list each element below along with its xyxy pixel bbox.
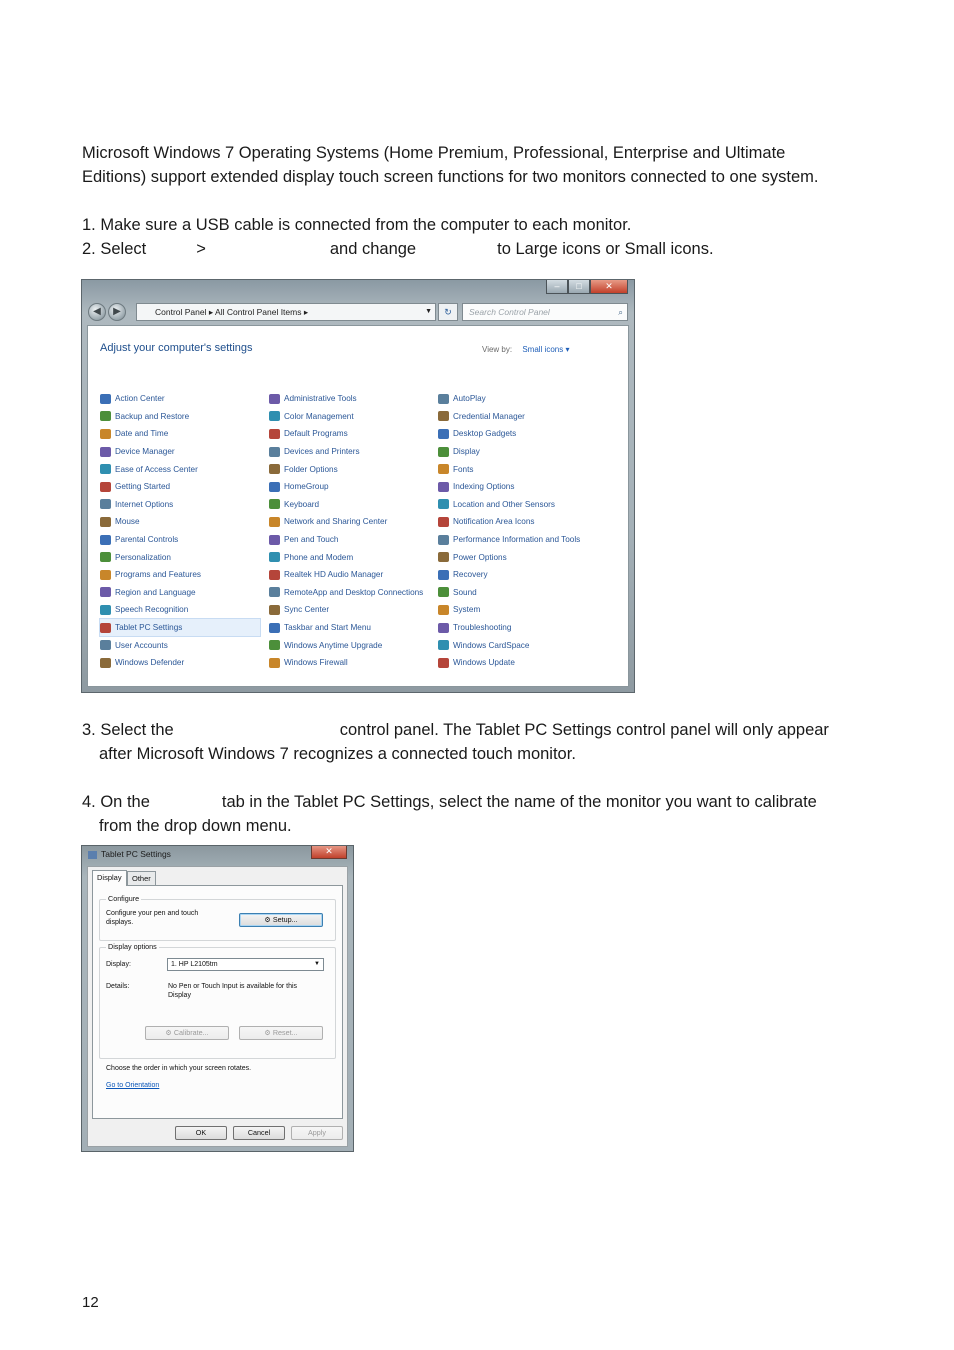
control-panel-item[interactable]: [438, 513, 580, 531]
settings-icon: ⚙: [165, 1028, 172, 1037]
control-panel-item-icon: [438, 552, 449, 562]
search-box[interactable]: [462, 303, 628, 321]
control-panel-item-icon: [269, 587, 280, 597]
control-panel-item[interactable]: [438, 654, 580, 672]
step-1: 1. Make sure a USB cable is connected from the computer to each monitor.: [82, 216, 632, 234]
control-panel-item-label: Network and Sharing Center: [284, 517, 388, 527]
control-panel-item[interactable]: [269, 584, 423, 602]
control-panel-item[interactable]: [269, 636, 423, 654]
control-panel-item-label: Region and Language: [115, 587, 196, 597]
control-panel-item-icon: [269, 411, 280, 421]
step-2-arrow: >: [196, 240, 206, 258]
control-panel-item[interactable]: [100, 654, 260, 672]
control-panel-item-label: Backup and Restore: [115, 411, 190, 421]
control-panel-item[interactable]: [100, 460, 260, 478]
control-panel-item-icon: [100, 623, 111, 633]
control-panel-item[interactable]: [269, 619, 423, 637]
control-panel-item[interactable]: [269, 513, 423, 531]
apply-button[interactable]: Apply: [291, 1126, 343, 1140]
control-panel-item-label: User Accounts: [115, 640, 168, 650]
control-panel-item[interactable]: [438, 478, 580, 496]
control-panel-item-icon: [100, 517, 111, 527]
dialog-title-text: Tablet PC Settings: [101, 849, 171, 859]
dialog-title: [88, 849, 171, 859]
control-panel-item-icon: [438, 429, 449, 439]
settings-icon: ⚙: [264, 915, 271, 924]
configure-text-1: Configure your pen and touch: [106, 910, 199, 917]
display-label: Display:: [106, 961, 131, 968]
control-panel-item-icon: [438, 535, 449, 545]
view-by-dropdown[interactable]: Small icons ▾: [522, 345, 570, 354]
details-label: Details:: [106, 983, 130, 990]
control-panel-item-label: Action Center: [115, 394, 165, 404]
step-3: [82, 718, 882, 766]
control-panel-item-label: RemoteApp and Desktop Connections: [284, 587, 424, 597]
control-panel-item-label: Realtek HD Audio Manager: [284, 570, 384, 580]
control-panel-item-icon: [100, 587, 111, 597]
step-3-select: 3. Select the: [82, 721, 174, 739]
control-panel-item-label: Windows Anytime Upgrade: [284, 640, 383, 650]
control-panel-item-icon: [100, 535, 111, 545]
control-panel-item[interactable]: [100, 531, 260, 549]
control-panel-item-icon: [100, 482, 111, 492]
control-panel-item[interactable]: [100, 408, 260, 426]
control-panel-item-label: Windows Defender: [115, 658, 185, 668]
dialog-body: [87, 866, 348, 1147]
close-icon[interactable]: ✕: [311, 846, 347, 859]
control-panel-item[interactable]: [269, 408, 423, 426]
intro-line-2: Editions) support extended display touch screen functions for two monitors connected to one system.: [82, 168, 819, 186]
control-panel-item[interactable]: [100, 390, 260, 408]
tablet-pc-settings-screenshot: [81, 845, 354, 1152]
control-panel-item-icon: [100, 464, 111, 474]
control-panel-item-icon: [438, 482, 449, 492]
control-panel-item[interactable]: [269, 654, 423, 672]
control-panel-item-label: Date and Time: [115, 429, 169, 439]
control-panel-item-label: Sync Center: [284, 605, 330, 615]
control-panel-item-label: Internet Options: [115, 499, 174, 509]
control-panel-item-icon: [269, 535, 280, 545]
control-panel-item-icon: [269, 499, 280, 509]
control-panel-item[interactable]: [100, 548, 260, 566]
orientation-link[interactable]: [106, 1073, 159, 1092]
control-panel-item-label: Troubleshooting: [453, 623, 512, 633]
control-panel-item-icon: [269, 482, 280, 492]
control-panel-item-label: Windows Firewall: [284, 658, 348, 668]
control-panel-item-icon: [100, 605, 111, 615]
control-panel-item-icon: [269, 464, 280, 474]
control-panel-item-icon: [438, 394, 449, 404]
control-panel-item[interactable]: [438, 584, 580, 602]
control-panel-item-label: Phone and Modem: [284, 552, 354, 562]
search-icon[interactable]: ⌕: [618, 307, 623, 317]
control-panel-item[interactable]: [100, 443, 260, 461]
control-panel-item-label: Credential Manager: [453, 411, 525, 421]
control-panel-item[interactable]: [269, 460, 423, 478]
control-panel-item-icon: [438, 658, 449, 668]
control-panel-item-icon: [438, 464, 449, 474]
control-panel-item-icon: [269, 429, 280, 439]
display-options-group: [99, 942, 336, 1059]
control-panel-item-label: Keyboard: [284, 499, 320, 509]
control-panel-item[interactable]: [438, 566, 580, 584]
control-panel-item-label: Display: [453, 447, 480, 457]
control-panel-item[interactable]: [438, 619, 580, 637]
cancel-button[interactable]: Cancel: [233, 1126, 285, 1140]
refresh-icon[interactable]: ↻: [438, 303, 458, 321]
control-panel-item-icon: [269, 640, 280, 650]
control-panel-item[interactable]: [100, 425, 260, 443]
orientation-text: Choose the order in which your screen rotates.: [106, 1065, 252, 1072]
control-panel-item-icon: [269, 623, 280, 633]
control-panel-item-icon: [438, 640, 449, 650]
control-panel-item-icon: [269, 394, 280, 404]
control-panel-item[interactable]: [100, 566, 260, 584]
step-3-rest: control panel. The Tablet PC Settings control panel will only appear: [339, 721, 829, 739]
control-panel-item-icon: [100, 658, 111, 668]
control-panel-item-icon: [438, 570, 449, 580]
control-panel-heading: Adjust your computer's settings: [100, 342, 253, 354]
setup-button[interactable]: [239, 913, 323, 927]
configure-text: [106, 909, 198, 927]
control-panel-item[interactable]: [100, 478, 260, 496]
control-panel-item-icon: [269, 570, 280, 580]
step-4-on: 4. On the: [82, 793, 150, 811]
configure-text-2: displays.: [106, 919, 134, 926]
chevron-down-icon: ▼: [314, 961, 320, 967]
step-3-line-2: after Microsoft Windows 7 recognizes a connected touch monitor.: [99, 745, 576, 763]
step-2: [82, 237, 882, 261]
control-panel-item-label: Notification Area Icons: [453, 517, 535, 527]
control-panel-item-label: Ease of Access Center: [115, 464, 198, 474]
configure-group: [99, 894, 336, 941]
control-panel-item[interactable]: [100, 496, 260, 514]
control-panel-item[interactable]: [100, 584, 260, 602]
control-panel-item-label: Mouse: [115, 517, 140, 527]
intro-paragraph: [82, 141, 882, 189]
reset-button[interactable]: [239, 1026, 323, 1040]
control-panel-item-label: Default Programs: [284, 429, 348, 439]
control-panel-column-1: [100, 390, 260, 672]
address-path: Control Panel ▸ All Control Panel Items ▸: [155, 307, 309, 317]
page-number: 12: [82, 1294, 99, 1311]
control-panel-item-label: Pen and Touch: [284, 535, 339, 545]
step-4-line-2: from the drop down menu.: [99, 817, 292, 835]
control-panel-item[interactable]: [438, 390, 580, 408]
details-text-2: Display: [168, 992, 191, 999]
tab-display[interactable]: Display: [92, 870, 127, 886]
control-panel-item-label: Personalization: [115, 552, 171, 562]
control-panel-item-label: Location and Other Sensors: [453, 499, 555, 509]
control-panel-item-label: Desktop Gadgets: [453, 429, 517, 439]
details-text-1: No Pen or Touch Input is available for this: [168, 983, 298, 990]
control-panel-item-label: Taskbar and Start Menu: [284, 623, 371, 633]
control-panel-item-label: Parental Controls: [115, 535, 179, 545]
control-panel-item[interactable]: [269, 566, 423, 584]
ok-button[interactable]: OK: [175, 1126, 227, 1140]
control-panel-column-2: [269, 390, 423, 672]
control-panel-item-label: System: [453, 605, 481, 615]
control-panel-item-label: Administrative Tools: [284, 394, 357, 404]
view-by-label: View by:: [482, 345, 513, 354]
minimize-icon[interactable]: –: [546, 280, 568, 294]
address-bar[interactable]: [136, 303, 436, 321]
control-panel-item-label: Power Options: [453, 552, 507, 562]
control-panel-item-icon: [100, 394, 111, 404]
back-icon[interactable]: ◀: [88, 303, 106, 321]
control-panel-item[interactable]: [269, 601, 423, 619]
control-panel-item-label: Fonts: [453, 464, 474, 474]
address-dropdown-icon[interactable]: ▼: [425, 308, 432, 315]
step-4-rest: tab in the Tablet PC Settings, select the name of the monitor you want to calibrate: [221, 793, 817, 811]
view-by: [482, 345, 569, 354]
close-icon[interactable]: ✕: [590, 280, 628, 294]
control-panel-screenshot: [81, 279, 635, 693]
control-panel-item-label: AutoPlay: [453, 394, 486, 404]
control-panel-item[interactable]: [438, 408, 580, 426]
control-panel-item-label: Recovery: [453, 570, 488, 580]
tablet-icon: [88, 851, 97, 859]
control-panel-item-icon: [438, 517, 449, 527]
control-panel-item[interactable]: [438, 496, 580, 514]
control-panel-item[interactable]: [100, 636, 260, 654]
control-panel-item-icon: [269, 447, 280, 457]
control-panel-item-icon: [100, 411, 111, 421]
control-panel-item-icon: [438, 605, 449, 615]
step-2-end: to Large icons or Small icons.: [497, 240, 714, 258]
control-panel-item-icon: [269, 605, 280, 615]
display-tab-panel: [92, 885, 343, 1119]
settings-icon: ⚙: [264, 1028, 271, 1037]
control-panel-content: [87, 325, 629, 687]
control-panel-item[interactable]: [269, 496, 423, 514]
forward-icon[interactable]: ▶: [108, 303, 126, 321]
control-panel-item-label: Tablet PC Settings: [115, 623, 183, 633]
setup-button-label: Setup...: [272, 915, 298, 924]
control-panel-item-label: Getting Started: [115, 482, 171, 492]
navigation-bar: [88, 302, 628, 322]
control-panel-item-label: Performance Information and Tools: [453, 535, 581, 545]
control-panel-item-label: Devices and Printers: [284, 447, 360, 457]
control-panel-item-icon: [100, 499, 111, 509]
control-panel-item-icon: [100, 552, 111, 562]
control-panel-item[interactable]: [438, 601, 580, 619]
control-panel-item-label: Sound: [453, 587, 477, 597]
control-panel-item-icon: [269, 517, 280, 527]
control-panel-item-icon: [438, 623, 449, 633]
control-panel-item[interactable]: [100, 513, 260, 531]
control-panel-item-label: Windows CardSpace: [453, 640, 530, 650]
control-panel-item-label: Color Management: [284, 411, 354, 421]
control-panel-item[interactable]: [269, 531, 423, 549]
control-panel-item-icon: [100, 429, 111, 439]
display-select-value: 1. HP L2105tm: [171, 961, 218, 968]
details-text: [168, 982, 297, 1000]
control-panel-item-icon: [438, 411, 449, 421]
control-panel-item[interactable]: [269, 443, 423, 461]
control-panel-item-icon: [100, 640, 111, 650]
control-panel-item[interactable]: [100, 601, 260, 619]
control-panel-item[interactable]: [438, 425, 580, 443]
control-panel-item[interactable]: [100, 619, 260, 637]
control-panel-item[interactable]: [438, 460, 580, 478]
search-placeholder: Search Control Panel: [469, 307, 550, 317]
control-panel-item[interactable]: [438, 531, 580, 549]
control-panel-item-icon: [438, 499, 449, 509]
control-panel-item[interactable]: [438, 443, 580, 461]
control-panel-item[interactable]: [269, 390, 423, 408]
step-2-change: and change: [329, 240, 417, 258]
control-panel-column-3: [438, 390, 580, 672]
control-panel-item-label: Windows Update: [453, 658, 515, 668]
tab-other[interactable]: Other: [127, 871, 156, 885]
control-panel-item[interactable]: [269, 548, 423, 566]
step-2-select: 2. Select: [82, 240, 147, 258]
step-4: [82, 790, 882, 838]
control-panel-item-label: HomeGroup: [284, 482, 329, 492]
calibrate-button[interactable]: [145, 1026, 229, 1040]
control-panel-item-label: Indexing Options: [453, 482, 515, 492]
display-options-title: Display options: [108, 942, 157, 951]
reset-button-label: Reset...: [272, 1028, 298, 1037]
orientation-link-text[interactable]: Go to Orientation: [106, 1082, 160, 1089]
control-panel-item-icon: [100, 447, 111, 457]
maximize-icon[interactable]: □: [568, 280, 590, 294]
control-panel-item[interactable]: [438, 636, 580, 654]
control-panel-item-label: Programs and Features: [115, 570, 202, 580]
control-panel-item-label: Folder Options: [284, 464, 338, 474]
control-panel-item-icon: [438, 587, 449, 597]
control-panel-item-label: Device Manager: [115, 447, 175, 457]
control-panel-item-icon: [269, 658, 280, 668]
control-panel-item-label: Speech Recognition: [115, 605, 189, 615]
control-panel-item[interactable]: [269, 425, 423, 443]
control-panel-item-icon: [100, 570, 111, 580]
display-select[interactable]: [167, 958, 324, 971]
window-controls: [546, 280, 628, 294]
configure-group-title: Configure: [108, 894, 140, 903]
intro-line-1: Microsoft Windows 7 Operating Systems (Home Premium, Professional, Enterprise and Ultimate: [82, 144, 786, 162]
control-panel-item-icon: [269, 552, 280, 562]
calibrate-button-label: Calibrate...: [173, 1028, 209, 1037]
control-panel-item[interactable]: [269, 478, 423, 496]
control-panel-item[interactable]: [438, 548, 580, 566]
control-panel-item-icon: [438, 447, 449, 457]
